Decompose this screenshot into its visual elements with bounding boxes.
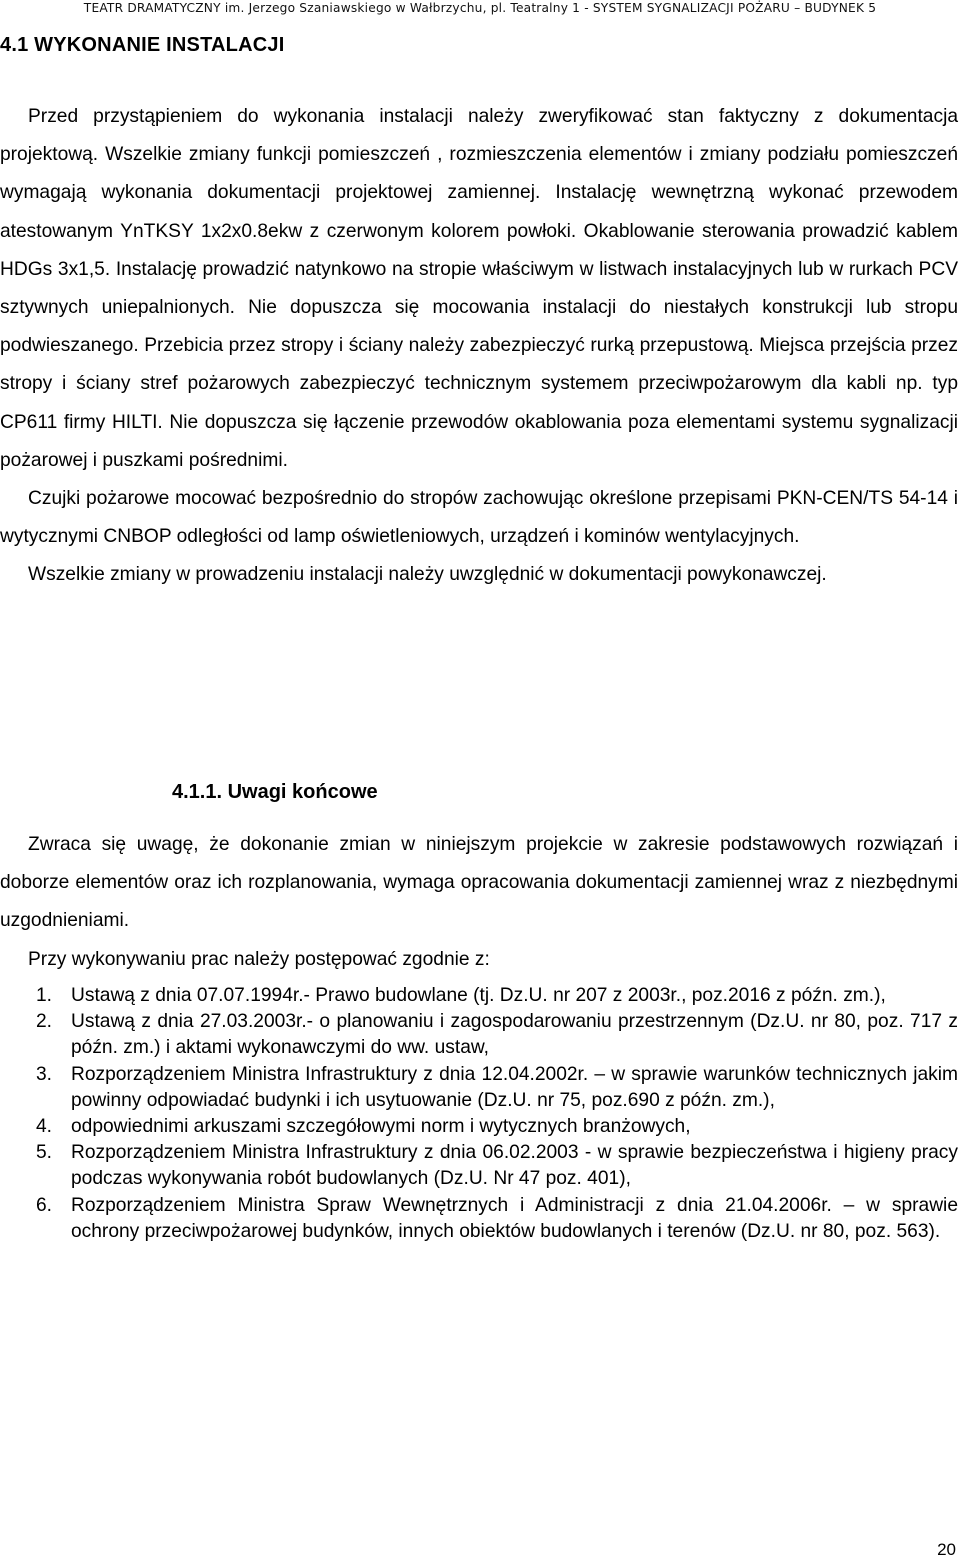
page-header: TEATR DRAMATYCZNY im. Jerzego Szaniawskiego w Wałbrzychu, pl. Teatralny 1 - SYSTEM SYGNALIZACJI POŻARU – BUDYNEK 5 xyxy=(83,1,877,15)
list-item xyxy=(0,983,958,1009)
list-item-text: Rozporządzeniem Ministra Infrastruktury z dnia 06.02.2003 - w sprawie bezpieczeństwa i higieny pracy podczas wykonywania robót budowlanych (Dz.U. Nr 47 poz. 401), xyxy=(71,1142,958,1190)
paragraph: Wszelkie zmiany w prowadzeniu instalacji należy uwzględnić w dokumentacji powykonawczej. xyxy=(28,564,827,586)
list-item xyxy=(0,1009,958,1061)
section-heading: 4.1 WYKONANIE INSTALACJI xyxy=(0,34,285,56)
subsection-body xyxy=(0,826,958,979)
regulations-list xyxy=(0,983,958,1245)
list-item-text: Rozporządzeniem Ministra Spraw Wewnętrznych i Administracji z dnia 21.04.2006r. – w sprawie ochrony przeciwpożarowej budynków, innych obiektów budowlanych i terenów (Dz.U. nr 80, poz. 563). xyxy=(71,1194,958,1242)
page-number: 20 xyxy=(937,1540,956,1559)
list-item xyxy=(0,1140,958,1192)
paragraph: Przy wykonywaniu prac należy postępować zgodnie z: xyxy=(28,948,490,970)
list-number: 4. xyxy=(36,1116,53,1138)
paragraph: Czujki pożarowe mocować bezpośrednio do stropów zachowując określone przepisami PKN-CEN/TS 54-14 i wytycznymi CNBOP odległości od lamp oświetleniowych, urządzeń i kominów wentylacyjnych. xyxy=(0,488,958,548)
list-number: 5. xyxy=(36,1142,53,1164)
subsection-heading: 4.1.1. Uwagi końcowe xyxy=(172,781,378,803)
list-number: 1. xyxy=(36,985,53,1006)
list-number: 3. xyxy=(36,1063,53,1085)
paragraph: Przed przystąpieniem do wykonania instalacji należy zweryfikować stan faktyczny z dokumentacja projektową. Wszelkie zmiany funkcji pomieszczeń , rozmieszczenia elementów i zmiany podziału pomieszczeń wymagają wykonania dokumentacji projektowej zamiennej. Instalację wewnętrzną wykonać przewodem atestowanym YnTKSY 1x2x0.8ekw z czerwonym kolorem powłoki. Okablowanie sterowania prowadzić kablem HDGs 3x1,5. Instalację prowadzić natynkowo na stropie właściwym w listwach instalacyjnych lub w rurkach PCV sztywnych uniepalnionych. Nie dopuszcza się mocowania instalacji do niestałych konstrukcji lub stropu podwieszanego. Przebicia przez stropy i ściany należy zabezpieczyć rurką przepustową. Miejsca przejścia przez stropy i ściany stref pożarowych zabezpieczyć technicznym systemem przeciwpożarowym dla kabli np. typ CP611 firmy HILTI. Nie dopuszcza się łączenie przewodów okablowania poza elementami systemu sygnalizacji pożarowej i puszkami pośrednimi. xyxy=(0,106,958,471)
list-number: 2. xyxy=(36,1011,53,1033)
list-item-text: Ustawą z dnia 07.07.1994r.- Prawo budowlane (tj. Dz.U. nr 207 z 2003r., poz.2016 z późn. zm.), xyxy=(71,985,886,1006)
section-body xyxy=(0,98,958,595)
list-item-text: Rozporządzeniem Ministra Infrastruktury z dnia 12.04.2002r. – w sprawie warunków technicznych jakim powinny odpowiadać budynki i ich usytuowanie (Dz.U. nr 75, poz.690 z późn. zm.), xyxy=(71,1063,958,1111)
paragraph: Zwraca się uwagę, że dokonanie zmian w niniejszym projekcie w zakresie podstawowych rozwiązań i doborze elementów oraz ich rozplanowania, wymaga opracowania dokumentacji zamiennej wraz z niezbędnymi uzgodnieniami. xyxy=(0,834,958,932)
list-item xyxy=(0,1114,958,1140)
list-item xyxy=(0,1193,958,1245)
list-item-text: odpowiednimi arkuszami szczegółowymi norm i wytycznych branżowych, xyxy=(71,1116,691,1138)
list-number: 6. xyxy=(36,1194,53,1216)
list-item-text: Ustawą z dnia 27.03.2003r.- o planowaniu i zagospodarowaniu przestrzennym (Dz.U. nr 80, poz. 717 z późn. zm.) i aktami wykonawczymi do ww. ustaw, xyxy=(71,1011,958,1059)
list-item xyxy=(0,1062,958,1114)
